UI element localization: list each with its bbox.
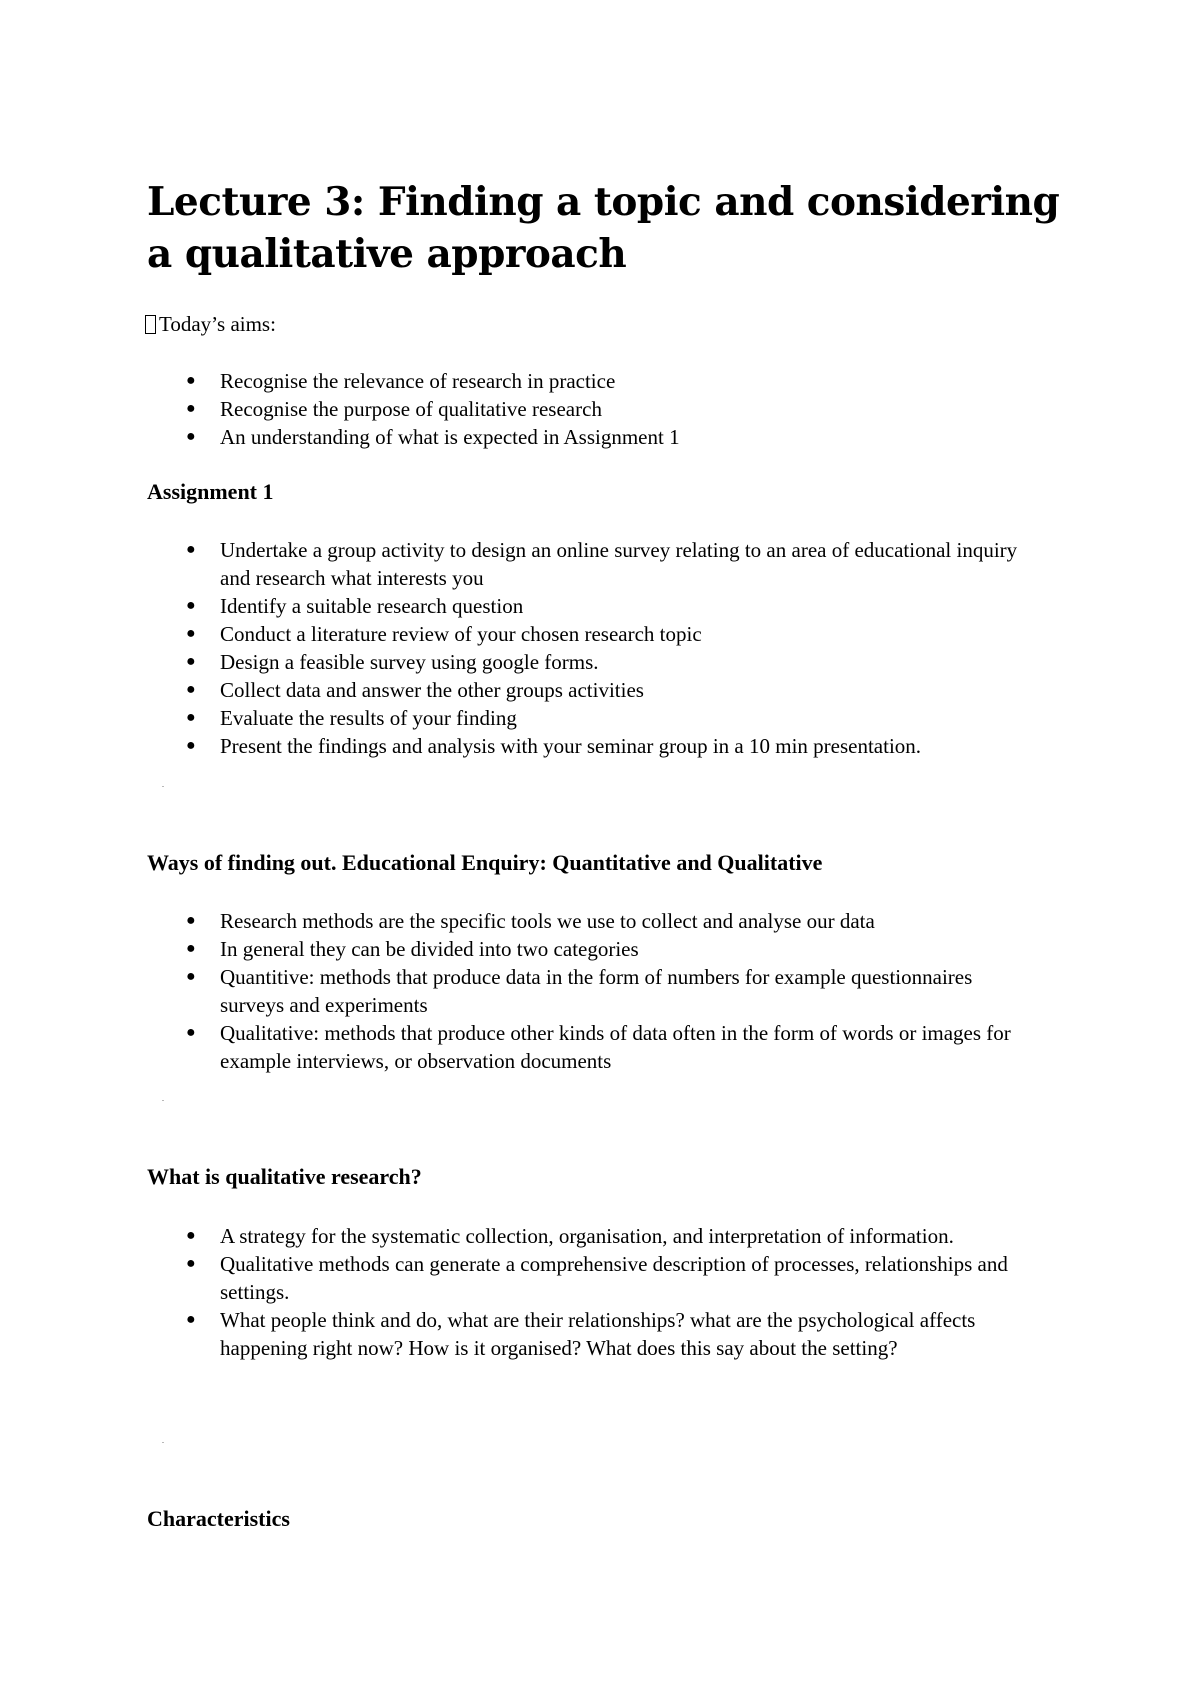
list-item: ● Design a feasible survey using google forms. (186, 650, 599, 674)
bullet-icon: ● (186, 737, 196, 754)
aims-label: Today’s aims: (159, 312, 276, 336)
bullet-icon: ● (186, 681, 196, 698)
list-item: ● Present the findings and analysis with your seminar group in a 10 min presentation. (186, 734, 922, 758)
list-item: ● Conduct a literature review of your chosen research topic (186, 622, 702, 646)
list-item: ● A strategy for the systematic collection, organisation, and interpretation of information. (186, 1224, 954, 1248)
bullet-icon: ● (186, 372, 196, 389)
bullet-icon: ● (186, 541, 196, 558)
bullet-icon: ● (186, 400, 196, 417)
characteristics-heading: Characteristics (147, 1506, 290, 1531)
list-item: ● Identify a suitable research question (186, 594, 524, 618)
bullet-icon: ● (186, 428, 196, 445)
bullet-icon: ● (186, 653, 196, 670)
list-item: ● Research methods are the specific tools we use to collect and analyse our data (186, 909, 875, 933)
list-item: ● Qualitative methods can generate a comprehensive description of processes, relationships and settings. (186, 1252, 1008, 1304)
bullet-icon: ● (186, 709, 196, 726)
paragraph-mark (162, 1442, 164, 1443)
ways-list (0, 907, 1040, 1075)
list-item: ● Recognise the relevance of research in practice (186, 369, 616, 393)
bullet-icon: ● (186, 1227, 196, 1244)
list-item: ● Evaluate the results of your finding (186, 706, 517, 730)
list-item: ● Collect data and answer the other groups activities (186, 678, 644, 702)
bullet-icon: ● (186, 625, 196, 642)
bullet-icon: ● (186, 597, 196, 614)
bullet-icon: ● (186, 1255, 196, 1272)
list-item: ● Qualitative: methods that produce other kinds of data often in the form of words or images for example interviews, or observation documents (186, 1021, 1011, 1073)
paragraph-mark (162, 786, 164, 787)
aims-list (0, 367, 1040, 451)
bullet-icon: ● (186, 1311, 196, 1328)
list-item: ● An understanding of what is expected in Assignment 1 (186, 425, 680, 449)
assignment-heading: Assignment 1 (147, 479, 274, 504)
bullet-icon: ● (186, 968, 196, 985)
bullet-icon: ● (186, 1024, 196, 1041)
bullet-icon: ● (186, 940, 196, 957)
aims-label-line (145, 310, 276, 338)
page-title: Lecture 3: Finding a topic and considering a qualitative approach (147, 179, 1060, 277)
paragraph-mark (162, 1100, 164, 1101)
assignment-list (0, 536, 1040, 760)
ways-heading: Ways of finding out. Educational Enquiry: Quantitative and Qualitative (147, 850, 823, 875)
list-item: ● What people think and do, what are their relationships? what are the psychological affects happening right now? How is it organised? What does this say about the setting? (186, 1308, 976, 1360)
list-item: ● Quantitive: methods that produce data in the form of numbers for example questionnaires surveys and experiments (186, 965, 973, 1017)
list-item: ● In general they can be divided into two categories (186, 937, 639, 961)
qualitative-list (0, 1222, 1040, 1362)
qualitative-heading: What is qualitative research? (147, 1164, 422, 1189)
missing-glyph-icon (145, 315, 156, 334)
list-item: ● Recognise the purpose of qualitative research (186, 397, 602, 421)
list-item: ● Undertake a group activity to design an online survey relating to an area of educational inquiry and research what interests you (186, 538, 1018, 590)
bullet-icon: ● (186, 912, 196, 929)
